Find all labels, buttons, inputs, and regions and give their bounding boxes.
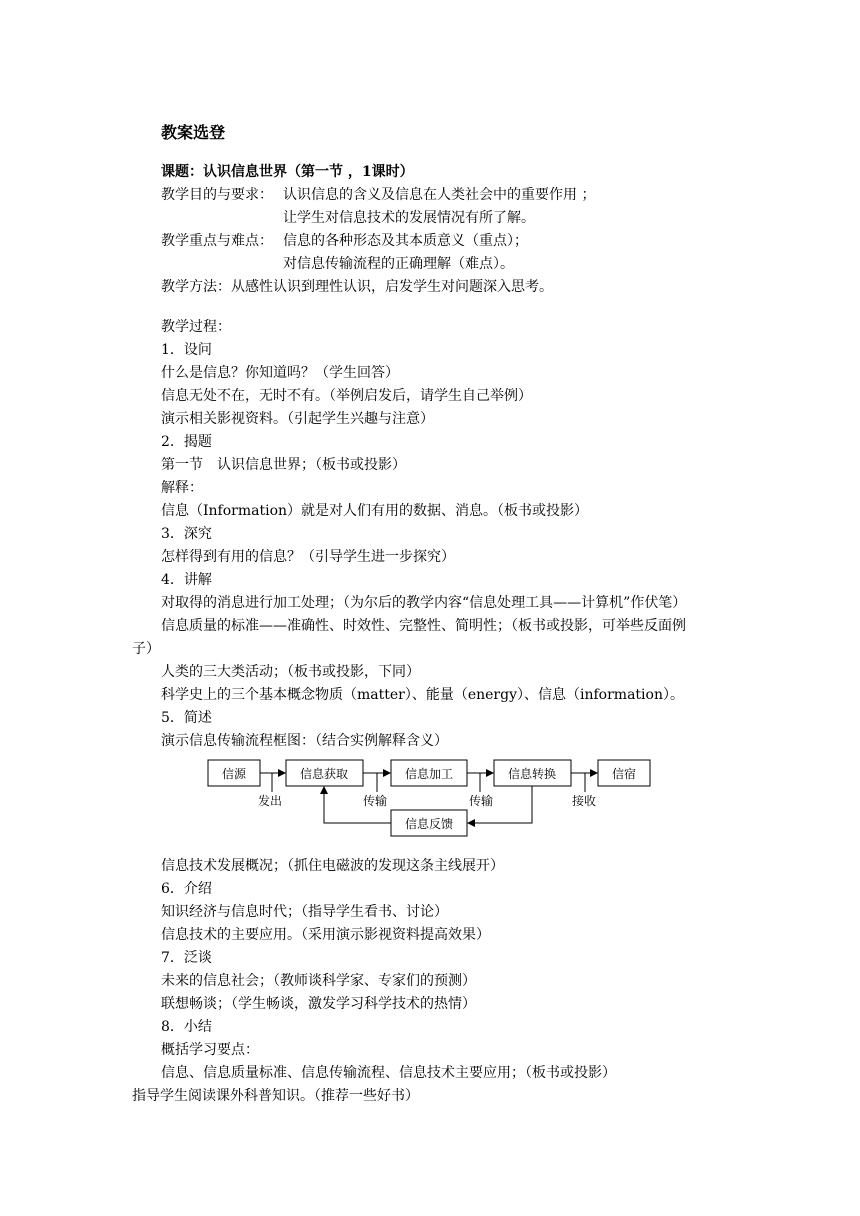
- process-line: 5．简述: [161, 710, 212, 726]
- teaching-method: 教学方法：从感性认识到理性认识，启发学生对问题深入思考。: [161, 279, 553, 295]
- box-source-label: 信源: [221, 767, 247, 781]
- process-line: 信息技术发展概况；（抓住电磁波的发现这条主线展开）: [161, 858, 504, 874]
- process-line: 未来的信息社会；（教师谈科学家、专家们的预测）: [161, 973, 476, 989]
- process-line: 4．讲解: [161, 572, 212, 588]
- process-line: 对取得的消息进行加工处理；（为尔后的教学内容“信息处理工具——计算机”作伏笔）: [161, 595, 687, 611]
- box-feedback-label: 信息反馈: [404, 817, 454, 831]
- process-line: 8．小结: [161, 1019, 212, 1035]
- process-line: 第一节 认识信息世界；（板书或投影）: [161, 457, 406, 473]
- box-process-label: 信息加工: [404, 767, 454, 781]
- process-line: 7．泛谈: [161, 950, 212, 966]
- process-line: 怎样得到有用的信息？（引导学生进一步探究）: [161, 549, 455, 565]
- process-line: 6．介绍: [161, 881, 212, 897]
- box-acquire-label: 信息获取: [299, 767, 349, 781]
- lesson-topic: 课题：认识信息世界（第一节 ，1课时）: [161, 164, 414, 180]
- objective-line: 让学生对信息技术的发展情况有所了解。: [283, 210, 535, 226]
- key-points-label: 教学重点与难点：: [161, 233, 273, 249]
- process-line: 人类的三大类活动；（板书或投影，下同）: [161, 664, 420, 680]
- process-line: 演示信息传输流程框图：（结合实例解释含义）: [161, 733, 448, 749]
- key-point-line: 信息的各种形态及其本质意义（重点）；: [283, 233, 528, 249]
- process-line-wrap: 子）: [132, 641, 160, 657]
- flow-diagram: [0, 748, 860, 848]
- process-line: 信息质量的标准——准确性、时效性、完整性、简明性；（板书或投影，可举些反面例: [161, 618, 686, 634]
- box-convert-label: 信息转换: [507, 767, 557, 781]
- process-line: 概括学习要点：: [161, 1042, 259, 1058]
- process-line: 2．揭题: [161, 434, 212, 450]
- process-line: 信息、信息质量标准、信息传输流程、信息技术主要应用；（板书或投影）: [161, 1065, 616, 1081]
- process-line: 信息（Information）就是对人们有用的数据、消息。（板书或投影）: [161, 503, 589, 519]
- process-line: 什么是信息？你知道吗？（学生回答）: [161, 365, 399, 381]
- process-line: 科学史上的三个基本概念物质（matter）、能量（energy）、信息（information）。: [161, 687, 684, 703]
- label-emit: 发出: [257, 794, 283, 808]
- process-line: 信息技术的主要应用。（采用演示影视资料提高效果）: [161, 927, 490, 943]
- process-line: 3．深究: [161, 526, 212, 542]
- process-label: 教学过程：: [161, 319, 231, 335]
- label-transmit-2: 传输: [468, 794, 494, 808]
- process-line: 解释：: [161, 480, 203, 496]
- key-point-line: 对信息传输流程的正确理解（难点）。: [283, 256, 514, 272]
- objectives-label: 教学目的与要求：: [161, 187, 273, 203]
- final-line: 指导学生阅读课外科普知识。（推荐一些好书）: [132, 1088, 419, 1104]
- label-receive: 接收: [571, 794, 597, 808]
- process-line: 演示相关影视资料。（引起学生兴趣与注意）: [161, 411, 434, 427]
- process-line: 联想畅谈；（学生畅谈，激发学习科学技术的热情）: [161, 996, 476, 1012]
- label-transmit-1: 传输: [362, 794, 388, 808]
- process-line: 知识经济与信息时代；（指导学生看书、讨论）: [161, 904, 448, 920]
- page-heading: 教案选登: [161, 123, 226, 142]
- process-line: 1．设问: [161, 342, 212, 358]
- objective-line: 认识信息的含义及信息在人类社会中的重要作用 ；: [283, 187, 596, 203]
- box-sink-label: 信宿: [611, 767, 637, 781]
- process-line: 信息无处不在，无时不有。（举例启发后，请学生自己举例）: [161, 388, 532, 404]
